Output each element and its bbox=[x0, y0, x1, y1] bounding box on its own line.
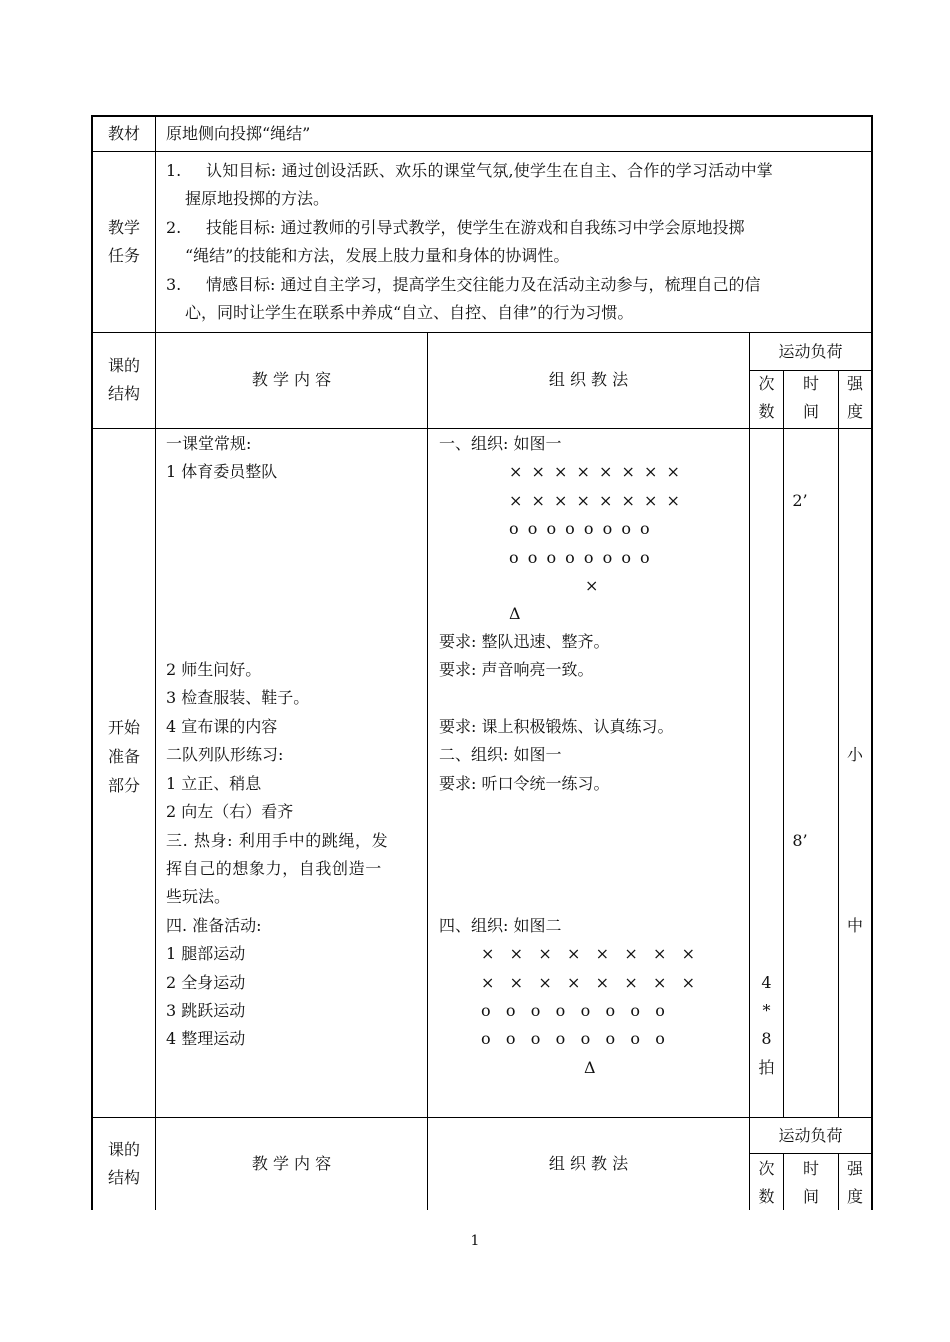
time-value: 8’ bbox=[792, 831, 808, 850]
structure-header-line2: 结构 bbox=[107, 384, 140, 403]
content-header: 教 学 内 容 bbox=[251, 1154, 332, 1173]
load-header: 运动负荷 bbox=[778, 342, 843, 361]
method-line: 一、组织: 如图一 bbox=[439, 434, 562, 453]
content-line: 2 全身运动 bbox=[166, 973, 246, 992]
content-header: 教 学 内 容 bbox=[251, 370, 332, 389]
col-divider bbox=[838, 370, 839, 1117]
count-header-line2: 数 bbox=[758, 1187, 775, 1206]
table-border-left bbox=[91, 115, 93, 1210]
col-divider bbox=[783, 370, 784, 1117]
count-value: 4 bbox=[761, 973, 772, 992]
formation-row: o o o o o o o o bbox=[481, 1001, 665, 1020]
content-line: 挥自己的想象力，自我创造一 bbox=[166, 859, 382, 878]
time-header-line2: 间 bbox=[802, 402, 819, 421]
content-line: 3 检查服装、鞋子。 bbox=[166, 688, 310, 707]
row-divider bbox=[91, 151, 873, 152]
content-line: 4 整理运动 bbox=[166, 1029, 246, 1048]
content-line: 1 立正、稍息 bbox=[166, 774, 262, 793]
formation-row: o o o o o o o o bbox=[481, 1029, 665, 1048]
task-item-text: “绳结”的技能和方法，发展上肢力量和身体的协调性。 bbox=[185, 246, 570, 265]
content-line: 2 向左（右）看齐 bbox=[166, 802, 294, 821]
structure-header-line1: 课的 bbox=[107, 356, 140, 375]
method-line: 要求: 整队迅速、整齐。 bbox=[439, 632, 610, 651]
structure-header-line1: 课的 bbox=[107, 1140, 140, 1159]
count-header-line1: 次 bbox=[758, 374, 775, 393]
section-label-line1: 开始 bbox=[107, 718, 140, 737]
count-value: 拍 bbox=[758, 1058, 775, 1077]
intensity-header-line1: 强 bbox=[846, 374, 863, 393]
teacher-marker: Δ bbox=[584, 1058, 596, 1077]
content-line: 1 腿部运动 bbox=[166, 944, 246, 963]
section-label-line3: 部分 bbox=[107, 776, 140, 795]
method-line: 要求: 听口令统一练习。 bbox=[439, 774, 610, 793]
content-line: 些玩法。 bbox=[166, 887, 231, 906]
col-divider bbox=[155, 115, 156, 1210]
time-header-line2: 间 bbox=[802, 1187, 819, 1206]
load-header: 运动负荷 bbox=[778, 1126, 843, 1145]
intensity-header-line1: 强 bbox=[846, 1159, 863, 1178]
structure-header-line2: 结构 bbox=[107, 1168, 140, 1187]
content-line: 4 宣布课的内容 bbox=[166, 717, 278, 736]
method-line: 四、组织: 如图二 bbox=[439, 916, 562, 935]
task-item-text: 认知目标: 通过创设活跃、欢乐的课堂气氛,使学生在自主、合作的学习活动中掌 bbox=[206, 161, 773, 180]
material-label: 教材 bbox=[107, 124, 140, 143]
content-line: 2 师生问好。 bbox=[166, 660, 262, 679]
method-line: 要求: 课上积极锻炼、认真练习。 bbox=[439, 717, 674, 736]
col-divider bbox=[749, 332, 750, 1210]
method-header: 组 织 教 法 bbox=[548, 1154, 629, 1173]
intensity-value: 小 bbox=[846, 745, 863, 764]
section-label-line2: 准备 bbox=[107, 747, 140, 766]
content-line: 四. 准备活动: bbox=[166, 916, 262, 935]
formation-single: × bbox=[585, 576, 599, 595]
formation-row: o o o o o o o o bbox=[509, 548, 652, 567]
col-divider bbox=[427, 332, 428, 1210]
time-header-line1: 时 bbox=[802, 1159, 819, 1178]
content-line: 1 体育委员整队 bbox=[166, 462, 278, 481]
content-line: 3 跳跃运动 bbox=[166, 1001, 246, 1020]
content-line: 三. 热身: 利用手中的跳绳，发 bbox=[166, 831, 389, 850]
row-divider bbox=[749, 1153, 873, 1154]
material-value: 原地侧向投掷“绳结” bbox=[166, 124, 311, 143]
row-divider bbox=[91, 428, 873, 429]
row-divider bbox=[91, 1117, 873, 1118]
row-divider bbox=[91, 332, 873, 333]
content-line: 一课堂常规: bbox=[166, 434, 252, 453]
formation-row: × × × × × × × × bbox=[481, 944, 696, 963]
task-item-number: 2. bbox=[166, 218, 182, 237]
task-item-text: 心，同时让学生在联系中养成“自立、自控、自律”的行为习惯。 bbox=[185, 303, 634, 322]
formation-row: × × × × × × × × bbox=[509, 462, 682, 481]
table-border-right bbox=[871, 115, 873, 1210]
method-line: 要求: 声音响亮一致。 bbox=[439, 660, 594, 679]
time-header-line1: 时 bbox=[802, 374, 819, 393]
row-divider bbox=[749, 370, 873, 371]
method-header: 组 织 教 法 bbox=[548, 370, 629, 389]
method-line: 二、组织: 如图一 bbox=[439, 745, 562, 764]
count-header-line2: 数 bbox=[758, 402, 775, 421]
task-item-text: 情感目标: 通过自主学习，提高学生交往能力及在活动主动参与，梳理自己的信 bbox=[206, 275, 761, 294]
count-value: 8 bbox=[761, 1029, 772, 1048]
teacher-marker: Δ bbox=[509, 604, 521, 623]
page-number: 1 bbox=[470, 1233, 480, 1249]
intensity-value: 中 bbox=[846, 916, 863, 935]
intensity-header-line2: 度 bbox=[846, 402, 863, 421]
formation-row: × × × × × × × × bbox=[481, 973, 696, 992]
formation-row: × × × × × × × × bbox=[509, 491, 682, 510]
formation-row: o o o o o o o o bbox=[509, 519, 652, 538]
time-value: 2’ bbox=[792, 491, 808, 510]
task-item-number: 1. bbox=[166, 161, 182, 180]
task-label-line2: 任务 bbox=[107, 246, 140, 265]
count-value: * bbox=[762, 1001, 771, 1020]
table-border-top bbox=[91, 115, 873, 117]
task-item-number: 3. bbox=[166, 275, 182, 294]
task-item-text: 技能目标: 通过教师的引导式教学，使学生在游戏和自我练习中学会原地投掷 bbox=[206, 218, 745, 237]
task-label-line1: 教学 bbox=[107, 218, 140, 237]
task-item-text: 握原地投掷的方法。 bbox=[185, 189, 330, 208]
count-header-line1: 次 bbox=[758, 1159, 775, 1178]
intensity-header-line2: 度 bbox=[846, 1187, 863, 1206]
content-line: 二队列队形练习: bbox=[166, 745, 284, 764]
